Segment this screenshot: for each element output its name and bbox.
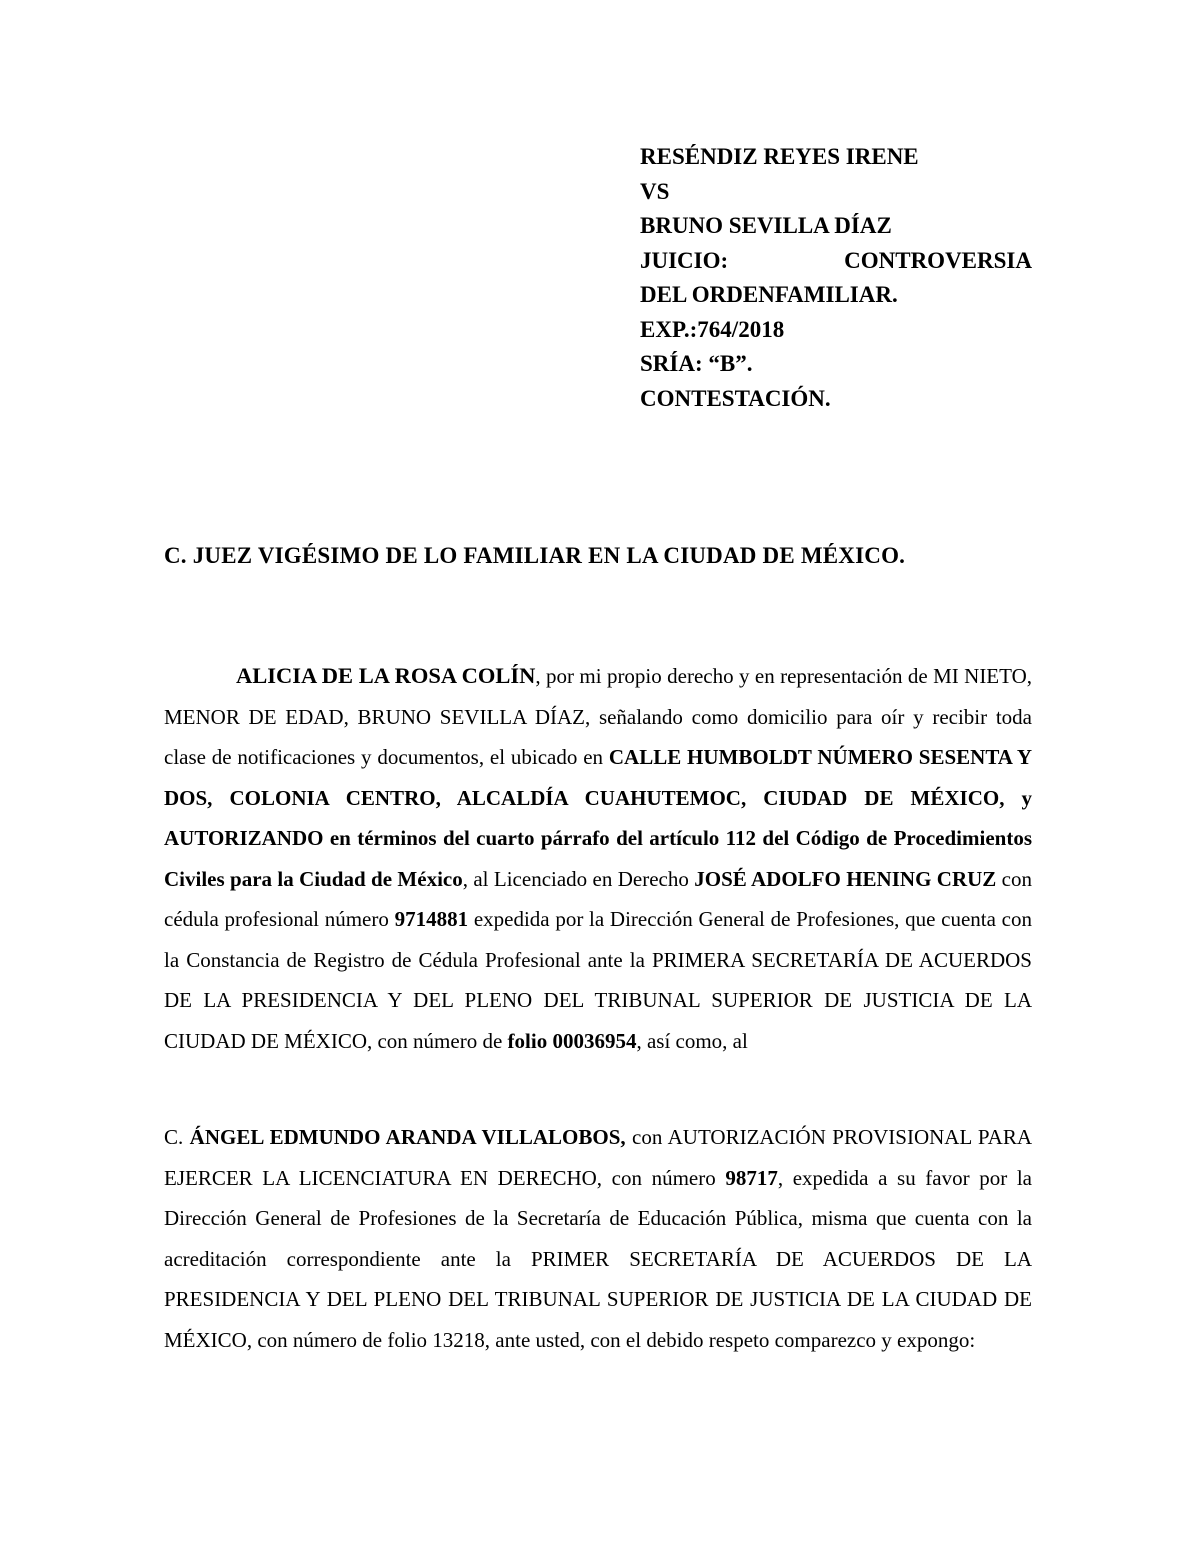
paragraph-authorization xyxy=(164,1117,1032,1360)
case-caption xyxy=(640,140,1032,416)
party-name: ALICIA DE LA ROSA COLÍN xyxy=(236,663,536,688)
caption-expediente: EXP.:764/2018 xyxy=(640,316,785,342)
authorization-number: 98717 xyxy=(725,1165,778,1190)
authorized-person-name: ÁNGEL EDMUNDO ARANDA VILLALOBOS, xyxy=(189,1125,626,1149)
caption-juicio-value-2: DEL ORDENFAMILIAR. xyxy=(640,282,898,307)
paragraph1-text-2: , al Licenciado en Derecho xyxy=(462,866,695,891)
caption-plaintiff: RESÉNDIZ REYES IRENE xyxy=(640,144,919,169)
address-bold: CALLE HUMBOLDT NÚMERO SESENTA Y DOS, COLONIA CENTRO, ALCALDÍA CUAHUTEMOC, CIUDAD DE MÉXICO, y AUTORIZANDO en términos del cuarto párrafo del artículo 112 del Código de Procedimientos Civiles para la Ciudad de México xyxy=(164,745,1033,891)
paragraph1-text-1: , por mi propio derecho y en representación de MI NIETO, MENOR DE EDAD, BRUNO SEVILLA DÍAZ, señalando como domicilio para oír y recibir toda clase de notificaciones y documentos, el ubicado en xyxy=(164,664,1032,769)
lawyer-name: JOSÉ ADOLFO HENING CRUZ xyxy=(694,866,997,891)
paragraph1-text-3: con cédula profesional número xyxy=(164,866,1032,931)
paragraph2-text-3: , expedida a su favor por la Dirección General de Profesiones de la Secretaría de Educación Pública, misma que cuenta con la acreditación correspondiente ante la PRIMER SECRETARÍA DE ACUERDOS DE LA PRESIDENCIA Y DEL PLENO DEL TRIBUNAL SUPERIOR DE JUSTICIA DE LA CIUDAD DE MÉXICO, con número de folio 13218, ante usted, con el debido respeto comparezco y expongo: xyxy=(164,1165,1032,1352)
caption-defendant: BRUNO SEVILLA DÍAZ xyxy=(640,213,892,238)
caption-document-type: CONTESTACIÓN. xyxy=(640,385,831,411)
caption-juicio-value: CONTROVERSIA xyxy=(844,247,1032,273)
caption-versus: VS xyxy=(640,178,670,204)
cedula-number: 9714881 xyxy=(394,907,469,931)
caption-juicio-label: JUICIO: xyxy=(640,247,729,273)
paragraph1-text-5: , así como, al xyxy=(636,1028,748,1053)
addressee: C. JUEZ VIGÉSIMO DE LO FAMILIAR EN LA CIUDAD DE MÉXICO. xyxy=(164,543,906,568)
caption-secretaria: SRÍA: “B”. xyxy=(640,351,753,376)
paragraph-appearance xyxy=(164,656,1032,1061)
paragraph1-text-4: expedida por la Dirección General de Profesiones, que cuenta con la Constancia de Registro de Cédula Profesional ante la PRIMERA SECRETARÍA DE ACUERDOS DE LA PRESIDENCIA Y DEL PLENO DEL TRIBUNAL SUPERIOR DE JUSTICIA DE LA CIUDAD DE MÉXICO, con número de xyxy=(164,907,1033,1053)
caption-juicio-row xyxy=(640,244,1032,279)
paragraph2-text-1: C. xyxy=(164,1125,190,1149)
folio-number: folio 00036954 xyxy=(507,1028,637,1053)
paragraph2-text-2: con AUTORIZACIÓN PROVISIONAL PARA EJERCER LA LICENCIATURA EN DERECHO, con número xyxy=(164,1125,1033,1190)
